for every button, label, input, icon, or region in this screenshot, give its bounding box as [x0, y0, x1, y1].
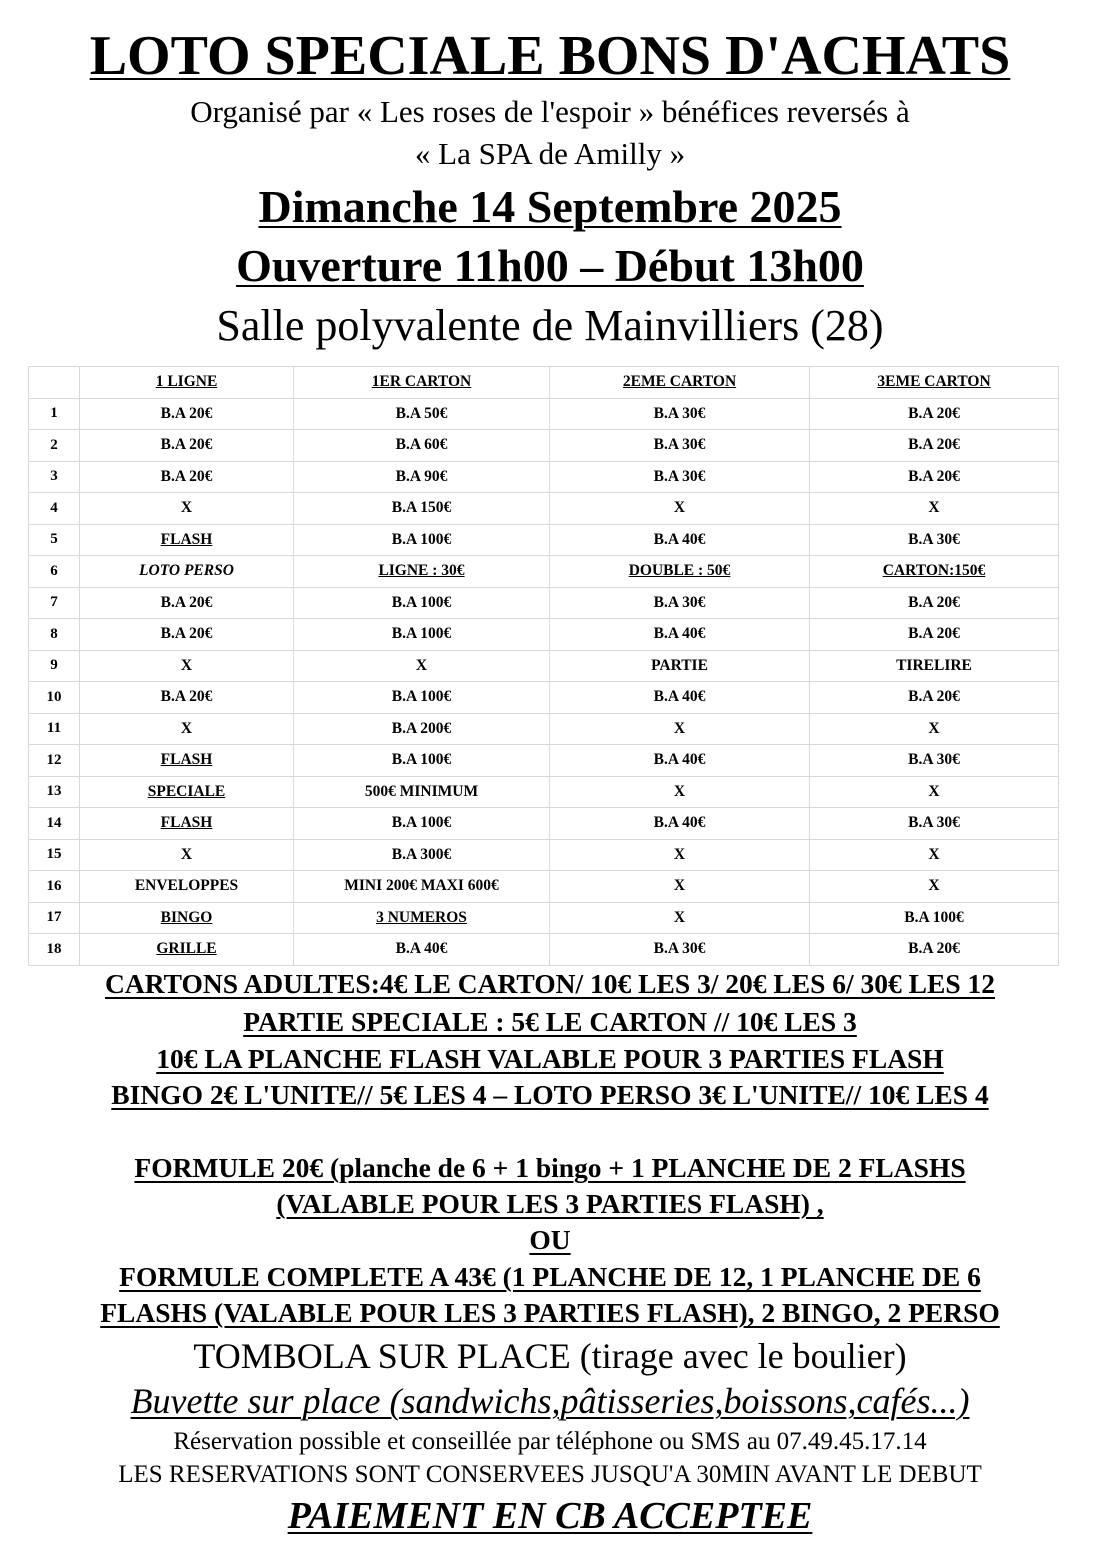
row-number: 4	[29, 493, 80, 525]
cell-1er-carton: B.A 100€	[294, 745, 550, 777]
formula-or: OU	[529, 1224, 571, 1255]
organizer-line-1: Organisé par « Les roses de l'espoir » bénéfices reversés à	[190, 94, 910, 129]
cell-1-ligne: GRILLE	[80, 934, 294, 966]
table-row	[29, 902, 1059, 934]
row-number: 11	[29, 713, 80, 745]
row-number: 18	[29, 934, 80, 966]
cell-3eme-carton: B.A 20€	[810, 430, 1059, 462]
cell-3eme-carton: B.A 100€	[810, 902, 1059, 934]
price-adults: CARTONS ADULTES:4€ LE CARTON/ 10€ LES 3/ 20€ LES 6/ 30€ LES 12	[104, 968, 996, 999]
table-row	[29, 745, 1059, 777]
table-row	[29, 430, 1059, 462]
cell-3eme-carton: B.A 20€	[810, 461, 1059, 493]
cell-1er-carton: B.A 60€	[294, 430, 550, 462]
header-corner	[29, 367, 80, 399]
formula-20-line-1: FORMULE 20€ (planche de 6 + 1 bingo + 1 PLANCHE DE 2 FLASHS	[134, 1152, 966, 1183]
cell-1er-carton: B.A 100€	[294, 682, 550, 714]
reservation-text: Réservation possible et conseillée par téléphone ou SMS au 07.49.45.17.14	[173, 1428, 927, 1455]
cell-1-ligne: FLASH	[80, 745, 294, 777]
cell-2eme-carton: B.A 40€	[550, 524, 810, 556]
cell-3eme-carton: B.A 20€	[810, 619, 1059, 651]
cell-2eme-carton: PARTIE	[550, 650, 810, 682]
cell-1er-carton: B.A 150€	[294, 493, 550, 525]
cell-1-ligne: X	[80, 493, 294, 525]
cell-3eme-carton: B.A 30€	[810, 745, 1059, 777]
price-flash: 10€ LA PLANCHE FLASH VALABLE POUR 3 PARTIES FLASH	[156, 1043, 944, 1074]
cell-1er-carton: B.A 100€	[294, 524, 550, 556]
cell-2eme-carton: B.A 30€	[550, 934, 810, 966]
cell-3eme-carton: X	[810, 493, 1059, 525]
cell-3eme-carton: B.A 20€	[810, 587, 1059, 619]
cell-3eme-carton: B.A 30€	[810, 524, 1059, 556]
row-number: 10	[29, 682, 80, 714]
cell-1-ligne: FLASH	[80, 808, 294, 840]
table-row	[29, 839, 1059, 871]
cell-1-ligne: X	[80, 713, 294, 745]
cell-1-ligne: B.A 20€	[80, 619, 294, 651]
formula-43-line-1: FORMULE COMPLETE A 43€ (1 PLANCHE DE 12, 1 PLANCHE DE 6	[119, 1261, 981, 1292]
cell-3eme-carton: B.A 30€	[810, 808, 1059, 840]
cell-2eme-carton: B.A 30€	[550, 398, 810, 430]
cell-1-ligne: B.A 20€	[80, 682, 294, 714]
table-row	[29, 493, 1059, 525]
cell-1-ligne: BINGO	[80, 902, 294, 934]
row-number: 16	[29, 871, 80, 903]
header-1er-carton: 1ER CARTON	[294, 367, 550, 399]
table-row	[29, 587, 1059, 619]
cell-2eme-carton: B.A 40€	[550, 619, 810, 651]
header-2eme-carton: 2EME CARTON	[550, 367, 810, 399]
formula-43-line-2: FLASHS (VALABLE POUR LES 3 PARTIES FLASH), 2 BINGO, 2 PERSO	[100, 1297, 1000, 1328]
table-row	[29, 682, 1059, 714]
cell-2eme-carton: B.A 40€	[550, 808, 810, 840]
cell-2eme-carton: X	[550, 871, 810, 903]
row-number: 1	[29, 398, 80, 430]
cell-2eme-carton: X	[550, 493, 810, 525]
table-row	[29, 650, 1059, 682]
cell-3eme-carton: X	[810, 839, 1059, 871]
cell-2eme-carton: X	[550, 839, 810, 871]
price-special: PARTIE SPECIALE : 5€ LE CARTON // 10€ LES 3	[243, 1006, 857, 1037]
cell-1er-carton: B.A 300€	[294, 839, 550, 871]
cell-3eme-carton: B.A 20€	[810, 398, 1059, 430]
cell-1er-carton: B.A 100€	[294, 808, 550, 840]
cell-3eme-carton: X	[810, 713, 1059, 745]
cell-3eme-carton: X	[810, 776, 1059, 808]
event-venue: Salle polyvalente de Mainvilliers (28)	[216, 301, 884, 350]
cell-1er-carton: X	[294, 650, 550, 682]
cell-2eme-carton: B.A 30€	[550, 587, 810, 619]
cell-1-ligne: B.A 20€	[80, 430, 294, 462]
cell-2eme-carton: X	[550, 902, 810, 934]
tombola-text: TOMBOLA SUR PLACE (tirage avec le boulier)	[193, 1336, 907, 1376]
cell-1-ligne: B.A 20€	[80, 461, 294, 493]
cell-1-ligne: FLASH	[80, 524, 294, 556]
table-row	[29, 556, 1059, 588]
cell-3eme-carton: B.A 20€	[810, 682, 1059, 714]
table-row	[29, 398, 1059, 430]
reservation-note: LES RESERVATIONS SONT CONSERVEES JUSQU'A 30MIN AVANT LE DEBUT	[118, 1461, 982, 1488]
cell-3eme-carton: X	[810, 871, 1059, 903]
organizer-line-2: « La SPA de Amilly »	[414, 136, 686, 171]
table-row	[29, 776, 1059, 808]
cell-1er-carton: LIGNE : 30€	[294, 556, 550, 588]
table-row	[29, 871, 1059, 903]
cell-2eme-carton: B.A 40€	[550, 745, 810, 777]
cell-1er-carton: 3 NUMEROS	[294, 902, 550, 934]
row-number: 2	[29, 430, 80, 462]
prize-table-body	[29, 398, 1059, 965]
cell-1-ligne: ENVELOPPES	[80, 871, 294, 903]
table-row	[29, 524, 1059, 556]
table-row	[29, 934, 1059, 966]
cell-1er-carton: B.A 100€	[294, 619, 550, 651]
cell-3eme-carton: CARTON:150€	[810, 556, 1059, 588]
row-number: 14	[29, 808, 80, 840]
cell-1-ligne: B.A 20€	[80, 587, 294, 619]
row-number: 8	[29, 619, 80, 651]
cell-1-ligne: X	[80, 650, 294, 682]
event-hours: Ouverture 11h00 – Début 13h00	[236, 240, 864, 291]
formula-20-line-2: (VALABLE POUR LES 3 PARTIES FLASH) ,	[276, 1188, 824, 1219]
table-row	[29, 713, 1059, 745]
row-number: 17	[29, 902, 80, 934]
cell-1er-carton: 500€ MINIMUM	[294, 776, 550, 808]
cell-3eme-carton: TIRELIRE	[810, 650, 1059, 682]
buvette-text: Buvette sur place (sandwichs,pâtisseries,boissons,cafés...)	[130, 1381, 970, 1421]
cell-1-ligne: SPECIALE	[80, 776, 294, 808]
row-number: 3	[29, 461, 80, 493]
row-number: 15	[29, 839, 80, 871]
prize-table	[28, 366, 1059, 966]
row-number: 9	[29, 650, 80, 682]
cell-1er-carton: B.A 50€	[294, 398, 550, 430]
row-number: 6	[29, 556, 80, 588]
row-number: 13	[29, 776, 80, 808]
cell-1er-carton: B.A 100€	[294, 587, 550, 619]
header-3eme-carton: 3EME CARTON	[810, 367, 1059, 399]
table-row	[29, 461, 1059, 493]
event-date: Dimanche 14 Septembre 2025	[258, 181, 842, 232]
cell-1-ligne: LOTO PERSO	[80, 556, 294, 588]
cell-2eme-carton: X	[550, 713, 810, 745]
row-number: 7	[29, 587, 80, 619]
table-header-row	[29, 367, 1059, 399]
table-row	[29, 808, 1059, 840]
row-number: 12	[29, 745, 80, 777]
cell-2eme-carton: X	[550, 776, 810, 808]
cell-1er-carton: MINI 200€ MAXI 600€	[294, 871, 550, 903]
cell-1er-carton: B.A 40€	[294, 934, 550, 966]
cell-1er-carton: B.A 90€	[294, 461, 550, 493]
price-bingo: BINGO 2€ L'UNITE// 5€ LES 4 – LOTO PERSO 3€ L'UNITE// 10€ LES 4	[111, 1079, 989, 1110]
row-number: 5	[29, 524, 80, 556]
cell-1er-carton: B.A 200€	[294, 713, 550, 745]
cell-2eme-carton: B.A 30€	[550, 430, 810, 462]
header-1-ligne: 1 LIGNE	[80, 367, 294, 399]
table-row	[29, 619, 1059, 651]
cell-1-ligne: X	[80, 839, 294, 871]
cell-2eme-carton: DOUBLE : 50€	[550, 556, 810, 588]
cell-3eme-carton: B.A 20€	[810, 934, 1059, 966]
page-title: LOTO SPECIALE BONS D'ACHATS	[89, 25, 1011, 87]
payment-text: PAIEMENT EN CB ACCEPTEE	[287, 1495, 813, 1537]
cell-1-ligne: B.A 20€	[80, 398, 294, 430]
cell-2eme-carton: B.A 40€	[550, 682, 810, 714]
cell-2eme-carton: B.A 30€	[550, 461, 810, 493]
